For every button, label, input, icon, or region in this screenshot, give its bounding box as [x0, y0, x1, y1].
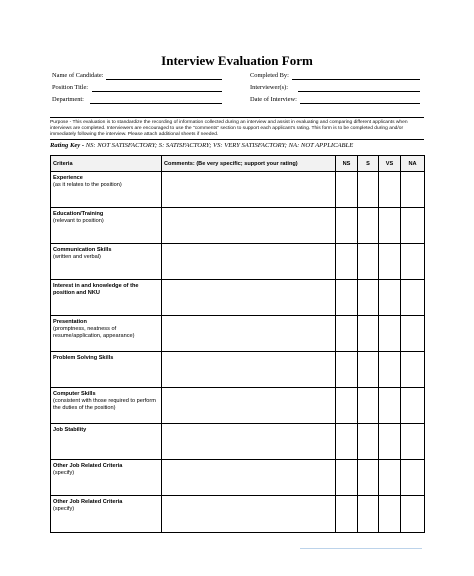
- vs-cell[interactable]: [379, 280, 401, 316]
- vs-cell[interactable]: [379, 352, 401, 388]
- table-row: [51, 208, 425, 244]
- s-cell[interactable]: [358, 280, 379, 316]
- ns-header: NS: [336, 156, 358, 172]
- na-cell[interactable]: [401, 244, 425, 280]
- form-title: Interview Evaluation Form: [161, 53, 313, 68]
- criteria-subtitle: (written and verbal): [53, 254, 101, 260]
- criteria-title: Experience: [53, 175, 83, 181]
- criteria-subtitle: (specify): [53, 470, 75, 476]
- na-cell[interactable]: [401, 460, 425, 496]
- criteria-subtitle: (promptness, neatness of resume/application, appearance): [53, 326, 135, 339]
- s-cell[interactable]: [358, 316, 379, 352]
- criteria-cell: [51, 460, 162, 496]
- department-label: Department:: [52, 96, 84, 103]
- ns-cell[interactable]: [336, 424, 358, 460]
- ns-cell[interactable]: [336, 280, 358, 316]
- na-header: NA: [401, 156, 425, 172]
- completed-by-label: Completed By:: [250, 72, 289, 79]
- criteria-subtitle: (as it relates to the position): [53, 182, 122, 188]
- ns-cell[interactable]: [336, 388, 358, 424]
- s-cell[interactable]: [358, 352, 379, 388]
- ns-cell[interactable]: [336, 460, 358, 496]
- criteria-header: Criteria: [51, 156, 162, 172]
- table-row: [51, 172, 425, 208]
- criteria-cell: [51, 316, 162, 352]
- vs-cell[interactable]: [379, 424, 401, 460]
- criteria-title: Problem Solving Skills: [53, 355, 114, 361]
- ns-cell[interactable]: [336, 244, 358, 280]
- na-cell[interactable]: [401, 424, 425, 460]
- vs-cell[interactable]: [379, 244, 401, 280]
- table-row: [51, 496, 425, 533]
- rating-key-text: NS: NOT SATISFACTORY; S: SATISFACTORY; VS: VERY SATISFACTORY; NA: NOT APPLICABLE: [85, 142, 354, 149]
- comments-header: Comments: (Be very specific; support your rating): [162, 156, 336, 172]
- comments-cell[interactable]: [162, 496, 336, 533]
- na-cell[interactable]: [401, 280, 425, 316]
- ns-cell[interactable]: [336, 208, 358, 244]
- name-of-candidate-label: Name of Candidate:: [52, 72, 104, 79]
- table-row: [51, 460, 425, 496]
- criteria-subtitle: (relevant to position): [53, 218, 104, 224]
- rating-key-label: Rating Key -: [50, 142, 85, 149]
- criteria-cell: [51, 172, 162, 208]
- rating-key: [50, 142, 353, 149]
- comments-cell[interactable]: [162, 244, 336, 280]
- ns-cell[interactable]: [336, 352, 358, 388]
- comments-cell[interactable]: [162, 388, 336, 424]
- table-header-row: [51, 156, 425, 172]
- completed-by-field[interactable]: [292, 79, 420, 80]
- criteria-cell: [51, 496, 162, 533]
- criteria-subtitle: (consistent with those required to perform the duties of the position): [53, 398, 156, 411]
- purpose-paragraph: Purpose - This evaluation is to standardize the recording of information collected during an interview and assist in evaluating and comparing different applicants when interviews are completed. Interviewers are encouraged to use the "comments" section to support each applicant's rating. This form is to be completed during and/or immediately following the interview. Please attach additional sheets if needed.: [50, 120, 408, 137]
- comments-cell[interactable]: [162, 352, 336, 388]
- vs-cell[interactable]: [379, 460, 401, 496]
- s-cell[interactable]: [358, 496, 379, 533]
- vs-cell[interactable]: [379, 208, 401, 244]
- interviewers-label: Interviewer(s):: [250, 84, 288, 91]
- criteria-cell: [51, 280, 162, 316]
- criteria-title: Presentation: [53, 319, 87, 325]
- s-cell[interactable]: [358, 424, 379, 460]
- criteria-title: Interest in and knowledge of the position and NKU: [53, 283, 139, 296]
- department-field[interactable]: [90, 103, 222, 104]
- criteria-title: Other Job Related Criteria: [53, 499, 123, 505]
- date-of-interview-label: Date of Interview:: [250, 96, 297, 103]
- comments-cell[interactable]: [162, 316, 336, 352]
- s-cell[interactable]: [358, 388, 379, 424]
- table-row: [51, 388, 425, 424]
- ns-cell[interactable]: [336, 316, 358, 352]
- vs-cell[interactable]: [379, 388, 401, 424]
- table-row: [51, 424, 425, 460]
- position-title-label: Position Title:: [52, 84, 89, 91]
- vs-cell[interactable]: [379, 496, 401, 533]
- footer-rule: [300, 548, 422, 549]
- vs-header: VS: [379, 156, 401, 172]
- criteria-cell: [51, 244, 162, 280]
- na-cell[interactable]: [401, 172, 425, 208]
- s-cell[interactable]: [358, 460, 379, 496]
- s-header: S: [358, 156, 379, 172]
- criteria-cell: [51, 388, 162, 424]
- top-divider: [50, 117, 424, 118]
- table-row: [51, 280, 425, 316]
- na-cell[interactable]: [401, 352, 425, 388]
- criteria-subtitle: (specify): [53, 506, 75, 512]
- comments-cell[interactable]: [162, 172, 336, 208]
- position-title-field[interactable]: [92, 91, 222, 92]
- criteria-title: Job Stability: [53, 427, 87, 433]
- s-cell[interactable]: [358, 244, 379, 280]
- comments-cell[interactable]: [162, 280, 336, 316]
- vs-cell[interactable]: [379, 316, 401, 352]
- criteria-cell: [51, 352, 162, 388]
- criteria-title: Communication Skills: [53, 247, 112, 253]
- name-of-candidate-field[interactable]: [106, 79, 222, 80]
- comments-cell[interactable]: [162, 208, 336, 244]
- table-row: [51, 244, 425, 280]
- interviewers-field[interactable]: [298, 91, 420, 92]
- criteria-title: Computer Skills: [53, 391, 96, 397]
- ns-cell[interactable]: [336, 496, 358, 533]
- na-cell[interactable]: [401, 388, 425, 424]
- criteria-title: Education/Training: [53, 211, 104, 217]
- date-of-interview-field[interactable]: [300, 103, 420, 104]
- bottom-divider: [50, 139, 424, 140]
- evaluation-table: [50, 155, 425, 533]
- criteria-cell: [51, 424, 162, 460]
- na-cell[interactable]: [401, 496, 425, 533]
- comments-cell[interactable]: [162, 460, 336, 496]
- s-cell[interactable]: [358, 208, 379, 244]
- s-cell[interactable]: [358, 172, 379, 208]
- na-cell[interactable]: [401, 316, 425, 352]
- criteria-title: Other Job Related Criteria: [53, 463, 123, 469]
- table-row: [51, 316, 425, 352]
- table-row: [51, 352, 425, 388]
- criteria-cell: [51, 208, 162, 244]
- ns-cell[interactable]: [336, 172, 358, 208]
- vs-cell[interactable]: [379, 172, 401, 208]
- na-cell[interactable]: [401, 208, 425, 244]
- comments-cell[interactable]: [162, 424, 336, 460]
